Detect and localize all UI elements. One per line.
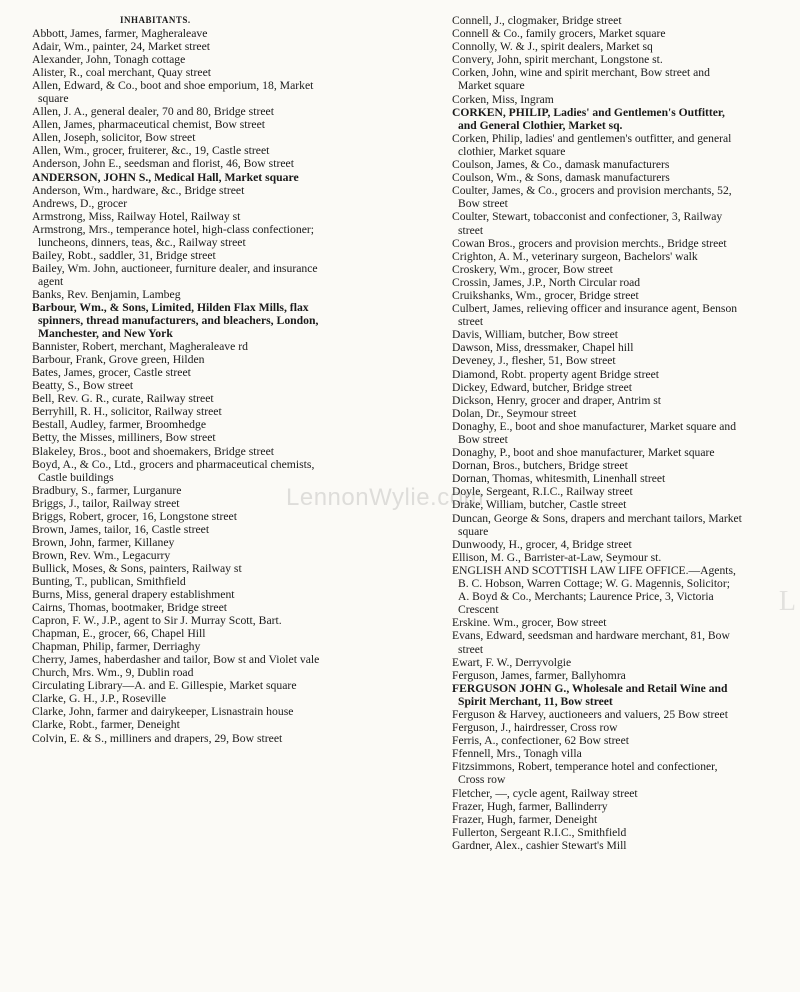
directory-entry: Coulter, Stewart, tobacconist and confectioner, 3, Railway street <box>452 210 723 237</box>
directory-entry: Chapman, Philip, farmer, Derriaghy <box>32 640 201 654</box>
directory-entry: Coulson, James, & Co., damask manufacturers <box>452 158 670 172</box>
directory-entry: Diamond, Robt. property agent Bridge street <box>452 367 660 381</box>
directory-entry: Dickson, Henry, grocer and draper, Antrim st <box>452 393 662 407</box>
directory-entry: Boyd, A., & Co., Ltd., grocers and pharmaceutical chemists, Castle buildings <box>32 457 315 484</box>
directory-entry: Barbour, Wm., & Sons, Limited, Hilden Flax Mills, flax spinners, thread manufacturers, and bleachers, London, Manchester, and New York <box>32 300 319 341</box>
directory-entry: Doyle, Sergeant, R.I.C., Railway street <box>452 485 633 499</box>
directory-entry: Allen, Edward, & Co., boot and shoe emporium, 18, Market square <box>32 79 314 106</box>
directory-entry: Bailey, Robt., saddler, 31, Bridge street <box>32 248 216 262</box>
directory-entry: Frazer, Hugh, farmer, Ballinderry <box>452 799 608 813</box>
directory-entry: Brown, John, farmer, Killaney <box>32 535 175 549</box>
directory-entry: Duncan, George & Sons, drapers and merchant tailors, Market square <box>452 511 742 538</box>
directory-entry: Ferguson, J., hairdresser, Cross row <box>452 721 618 735</box>
directory-entry: Frazer, Hugh, farmer, Deneight <box>452 812 598 826</box>
directory-entry: Allen, Wm., grocer, fruiterer, &c., 19, Castle street <box>32 144 270 158</box>
directory-entry: Connell & Co., family grocers, Market square <box>452 27 666 41</box>
directory-entry: Cruikshanks, Wm., grocer, Bridge street <box>452 288 639 302</box>
directory-entry: CORKEN, PHILIP, Ladies' and Gentlemen's Outfitter, and General Clothier, Market sq. <box>452 105 725 132</box>
directory-entry: Betty, the Misses, milliners, Bow street <box>32 431 216 445</box>
directory-entry: Armstrong, Miss, Railway Hotel, Railway st <box>32 209 241 223</box>
left-entry-list <box>32 27 324 745</box>
directory-entry: Bradbury, S., farmer, Lurganure <box>32 483 182 497</box>
directory-entry: Connell, J., clogmaker, Bridge street <box>452 14 622 27</box>
directory-entry: Evans, Edward, seedsman and hardware merchant, 81, Bow street <box>452 629 730 656</box>
directory-entry: Capron, F. W., J.P., agent to Sir J. Murray Scott, Bart. <box>32 614 282 628</box>
directory-entry: Bestall, Audley, farmer, Broomhedge <box>32 418 207 432</box>
directory-entry: Dolan, Dr., Seymour street <box>452 406 577 420</box>
directory-entry: Fullerton, Sergeant R.I.C., Smithfield <box>452 825 627 839</box>
directory-entry: Anderson, Wm., hardware, &c., Bridge street <box>32 183 245 197</box>
directory-entry: Dunwoody, H., grocer, 4, Bridge street <box>452 537 632 551</box>
directory-entry: Anderson, John E., seedsman and florist, 46, Bow street <box>32 157 294 171</box>
directory-entry: Briggs, J., tailor, Railway street <box>32 496 180 510</box>
directory-entry: Bailey, Wm. John, auctioneer, furniture dealer, and insurance agent <box>32 261 318 288</box>
directory-entry: Deveney, J., flesher, 51, Bow street <box>452 354 616 368</box>
directory-entry: Alister, R., coal merchant, Quay street <box>32 66 212 80</box>
directory-entry: Andrews, D., grocer <box>32 196 128 210</box>
directory-entry: Crossin, James, J.P., North Circular road <box>452 275 641 289</box>
directory-entry: Bates, James, grocer, Castle street <box>32 366 191 380</box>
directory-entry: Ferris, A., confectioner, 62 Bow street <box>452 734 629 748</box>
directory-entry: Dornan, Thomas, whitesmith, Linenhall street <box>452 472 666 486</box>
directory-entry: Bell, Rev. G. R., curate, Railway street <box>32 392 214 406</box>
directory-entry: Dickey, Edward, butcher, Bridge street <box>452 380 633 394</box>
directory-entry: Bullick, Moses, & Sons, painters, Railway st <box>32 561 242 575</box>
directory-entry: Davis, William, butcher, Bow street <box>452 328 618 342</box>
directory-entry: Culbert, James, relieving officer and insurance agent, Benson street <box>452 302 738 329</box>
directory-entry: Ffennell, Mrs., Tonagh villa <box>452 747 582 761</box>
directory-entry: Allen, James, pharmaceutical chemist, Bow street <box>32 118 266 132</box>
directory-entry: Corken, John, wine and spirit merchant, Bow street and Market square <box>452 66 710 93</box>
directory-entry: ANDERSON, JOHN S., Medical Hall, Market square <box>32 170 299 184</box>
directory-entry: Alexander, John, Tonagh cottage <box>32 53 186 67</box>
directory-entry: Coulson, Wm., & Sons, damask manufacturers <box>452 171 670 185</box>
directory-entry: Allen, J. A., general dealer, 70 and 80, Bridge street <box>32 105 274 119</box>
directory-entry: Ewart, F. W., Derryvolgie <box>452 655 572 669</box>
directory-entry: Corken, Philip, ladies' and gentlemen's outfitter, and general clothier, Market square <box>452 131 732 158</box>
directory-entry: Ferguson & Harvey, auctioneers and valuers, 25 Bow street <box>452 707 728 721</box>
watermark: LennonWylie.com <box>286 484 485 511</box>
directory-entry: Dawson, Miss, dressmaker, Chapel hill <box>452 341 634 355</box>
right-entry-list <box>452 14 742 852</box>
directory-entry: Bunting, T., publican, Smithfield <box>32 574 186 588</box>
directory-entry: Fitzsimmons, Robert, temperance hotel and confectioner, Cross row <box>452 760 718 787</box>
directory-entry: Blakeley, Bros., boot and shoemakers, Bridge street <box>32 444 275 458</box>
directory-entry: Beatty, S., Bow street <box>32 379 134 393</box>
directory-entry: Brown, Rev. Wm., Legacurry <box>32 548 171 562</box>
directory-entry: Cowan Bros., grocers and provision merchts., Bridge street <box>452 236 727 250</box>
directory-entry: Donaghy, P., boot and shoe manufacturer, Market square <box>452 446 715 460</box>
directory-entry: Barbour, Frank, Grove green, Hilden <box>32 353 205 367</box>
directory-entry: Briggs, Robert, grocer, 16, Longstone street <box>32 509 237 523</box>
directory-entry: Gardner, Alex., cashier Stewart's Mill <box>452 838 627 852</box>
directory-entry: Adair, Wm., painter, 24, Market street <box>32 40 210 54</box>
directory-entry: Fletcher, —, cycle agent, Railway street <box>452 786 638 800</box>
edge-mark: L <box>778 586 796 617</box>
directory-entry: Abbott, James, farmer, Magheraleave <box>32 27 208 40</box>
directory-entry: Berryhill, R. H., solicitor, Railway street <box>32 405 222 419</box>
directory-entry: Chapman, E., grocer, 66, Chapel Hill <box>32 627 206 641</box>
section-heading: INHABITANTS. <box>120 15 191 25</box>
directory-entry: Brown, James, tailor, 16, Castle street <box>32 522 210 536</box>
directory-entry: Circulating Library—A. and E. Gillespie, Market square <box>32 679 297 693</box>
directory-entry: Clarke, Robt., farmer, Deneight <box>32 718 180 732</box>
directory-entry: Cherry, James, haberdasher and tailor, Bow st and Violet vale <box>32 653 320 667</box>
directory-entry: FERGUSON JOHN G., Wholesale and Retail Wine and Spirit Merchant, 11, Bow street <box>452 681 728 708</box>
directory-entry: Ferguson, James, farmer, Ballyhomra <box>452 668 626 682</box>
directory-entry: Convery, John, spirit merchant, Longstone st. <box>452 53 663 67</box>
directory-entry: Burns, Miss, general drapery establishment <box>32 588 235 602</box>
directory-entry: Croskery, Wm., grocer, Bow street <box>452 262 613 276</box>
directory-entry: Clarke, G. H., J.P., Roseville <box>32 692 167 706</box>
directory-entry: Connolly, W. & J., spirit dealers, Market sq <box>452 40 653 54</box>
directory-entry: Corken, Miss, Ingram <box>452 92 554 106</box>
directory-entry: Banks, Rev. Benjamin, Lambeg <box>32 287 181 301</box>
directory-entry: ENGLISH AND SCOTTISH LAW LIFE OFFICE.—Agents, B. C. Hobson, Warren Cottage; W. G. Magennis, Solicitor; A. Boyd & Co., Merchants; Laurence Price, 3, Victoria Crescent <box>452 563 736 617</box>
directory-entry: Drake, William, butcher, Castle street <box>452 498 627 512</box>
directory-entry: Erskine. Wm., grocer, Bow street <box>452 616 607 630</box>
directory-entry: Dornan, Bros., butchers, Bridge street <box>452 459 628 473</box>
directory-entry: Bannister, Robert, merchant, Magheraleave rd <box>32 340 248 354</box>
directory-entry: Clarke, John, farmer and dairykeeper, Lisnastrain house <box>32 705 294 719</box>
directory-entry: Church, Mrs. Wm., 9, Dublin road <box>32 666 194 680</box>
directory-entry: Ellison, M. G., Barrister-at-Law, Seymour st. <box>452 550 662 564</box>
directory-entry: Crighton, A. M., veterinary surgeon, Bachelors' walk <box>452 249 698 263</box>
directory-entry: Colvin, E. & S., milliners and drapers, 29, Bow street <box>32 731 283 745</box>
right-column <box>452 14 742 852</box>
directory-entry: Cairns, Thomas, bootmaker, Bridge street <box>32 601 228 615</box>
left-column <box>32 14 324 745</box>
directory-entry: Armstrong, Mrs., temperance hotel, high-class confectioner; luncheons, dinners, teas, &c., Railway street <box>32 222 315 249</box>
directory-entry: Allen, Joseph, solicitor, Bow street <box>32 131 196 145</box>
directory-entry: Coulter, James, & Co., grocers and provision merchants, 52, Bow street <box>452 184 732 211</box>
directory-entry: Donaghy, E., boot and shoe manufacturer, Market square and Bow street <box>452 419 737 446</box>
